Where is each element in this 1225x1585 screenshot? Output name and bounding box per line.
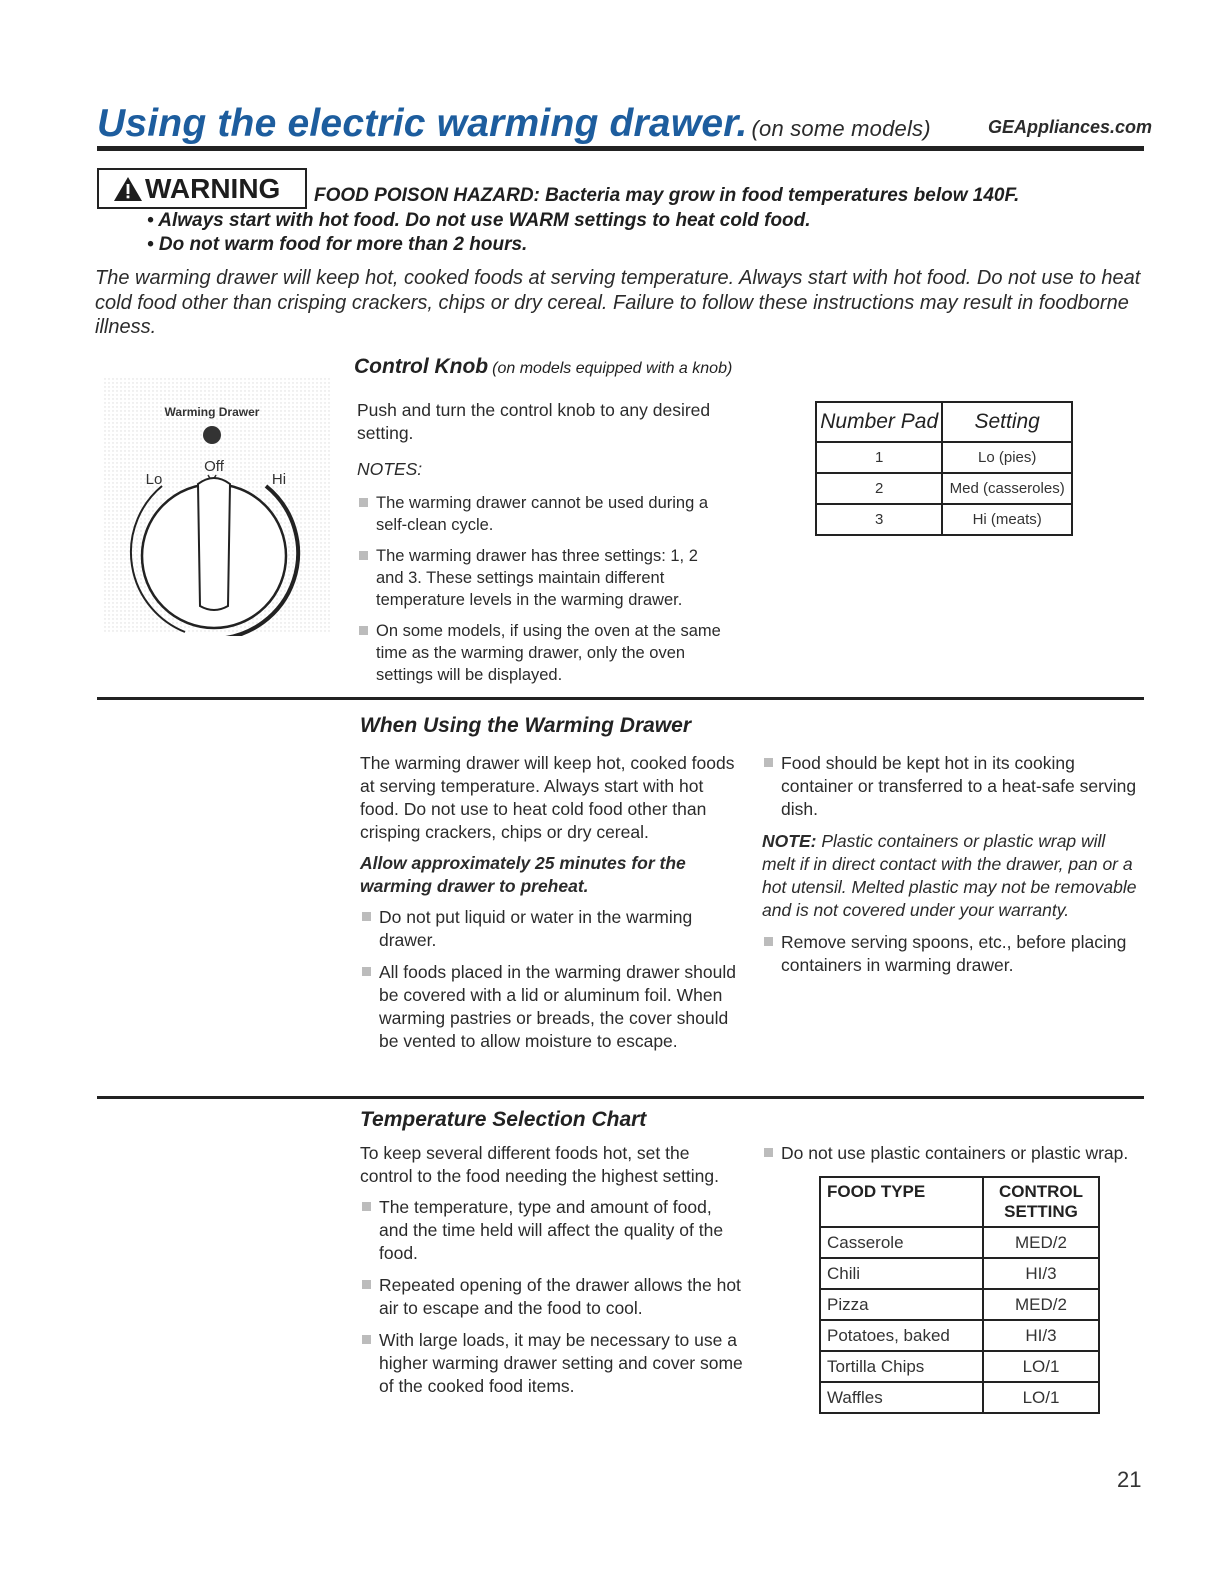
table-header: Setting <box>942 402 1072 442</box>
warning-label: WARNING <box>145 172 281 204</box>
table-row: 3 Hi (meats) <box>816 504 1072 535</box>
when-using-column-right <box>762 752 1137 986</box>
list-item: With large loads, it may be necessary to use a higher warming drawer setting and cover some of the cooked food items. <box>360 1329 745 1398</box>
notes-label: NOTES: <box>357 459 423 479</box>
section-divider <box>97 697 1144 700</box>
control-knob-note: (on models equipped with a knob) <box>492 360 733 377</box>
when-using-column-left <box>360 752 740 1062</box>
intro-paragraph: The warming drawer will keep hot, cooked foods at serving temperature. Always start with hot food. Do not use to heat cold food other than crisping crackers, chips or dry cereal. Failure to follow these instructions may result in foodborne illness. <box>95 267 1141 338</box>
when-using-heading: When Using the Warming Drawer <box>360 714 691 737</box>
header-rule <box>97 146 1144 151</box>
page-number: 21 <box>1117 1467 1142 1492</box>
note-item: On some models, if using the oven at the same time as the warming drawer, only the oven settings will be displayed. <box>357 620 727 686</box>
table-header: CONTROL SETTING <box>983 1177 1099 1227</box>
knob-hi-label: Hi <box>271 471 287 488</box>
control-knob-heading: Control Knob (on models equipped with a knob) <box>354 355 733 378</box>
note-item: The warming drawer has three settings: 1, 2 and 3. These settings maintain different temperature levels in the warming drawer. <box>357 545 727 611</box>
table-row: Casserole MED/2 <box>820 1227 1099 1258</box>
table-row: 1 Lo (pies) <box>816 442 1072 473</box>
table-header: FOOD TYPE <box>820 1177 983 1227</box>
hazard-text: FOOD POISON HAZARD: Bacteria may grow in food temperatures below 140F. <box>314 185 1020 206</box>
notes-list <box>357 492 727 695</box>
list-item: Remove serving spoons, etc., before placing containers in warming drawer. <box>762 931 1137 977</box>
page-subtitle: (on some models) <box>751 116 931 141</box>
list-item: Food should be kept hot in its cooking container or transferred to a heat-safe serving dish. <box>762 752 1137 821</box>
note-label: NOTE: <box>762 831 817 851</box>
warning-bullet-2: • Do not warm food for more than 2 hours. <box>147 234 528 255</box>
temperature-chart-column-right <box>762 1142 1152 1174</box>
temperature-chart-paragraph: To keep several different foods hot, set the control to the food needing the highest setting. <box>360 1143 720 1186</box>
table-row: Pizza MED/2 <box>820 1289 1099 1320</box>
table-row: 2 Med (casseroles) <box>816 473 1072 504</box>
warning-bullet-1: • Always start with hot food. Do not use WARM settings to heat cold food. <box>147 210 811 231</box>
temperature-chart-heading: Temperature Selection Chart <box>360 1108 647 1131</box>
table-header: Number Pad <box>816 402 942 442</box>
control-knob-text: Push and turn the control knob to any desired setting. <box>357 400 711 443</box>
list-item: The temperature, type and amount of food, and the time held will affect the quality of the food. <box>360 1196 745 1265</box>
warning-box <box>97 168 307 209</box>
preheat-note: Allow approximately 25 minutes for the warming drawer to preheat. <box>360 853 686 896</box>
website-label: GEAppliances.com <box>988 117 1153 137</box>
list-item: Do not put liquid or water in the warming drawer. <box>360 906 740 952</box>
note-item: The warming drawer cannot be used during a self-clean cycle. <box>357 492 727 536</box>
table-row: Tortilla Chips LO/1 <box>820 1351 1099 1382</box>
number-pad-table <box>815 401 1073 536</box>
page-title: Using the electric warming drawer. (on some models) <box>97 102 931 145</box>
knob-lo-label: Lo <box>145 471 163 488</box>
when-using-paragraph: The warming drawer will keep hot, cooked foods at serving temperature. Always start with hot food. Do not use to heat cold food other than crisping crackers, chips or dry cereal. <box>360 753 735 842</box>
list-item: Repeated opening of the drawer allows the hot air to escape and the food to cool. <box>360 1274 745 1320</box>
knob-title: Warming Drawer <box>164 405 260 419</box>
section-divider <box>97 1096 1144 1099</box>
knob-off-label: Off <box>204 458 224 475</box>
list-item: All foods placed in the warming drawer should be covered with a lid or aluminum foil. When warming pastries or breads, the cover should be vented to allow moisture to escape. <box>360 961 740 1053</box>
temperature-chart-column-left <box>360 1142 745 1407</box>
food-type-table <box>819 1176 1100 1414</box>
table-row: Potatoes, baked HI/3 <box>820 1320 1099 1351</box>
list-item: Do not use plastic containers or plastic wrap. <box>762 1142 1152 1165</box>
indicator-light-icon <box>203 426 221 444</box>
knob-illustration <box>100 374 332 636</box>
table-row: Chili HI/3 <box>820 1258 1099 1289</box>
warning-triangle-icon <box>113 176 143 202</box>
plastic-note: NOTE: Plastic containers or plastic wrap will melt if in direct contact with the drawer, pan or a hot utensil. Melted plastic may not be removable and is not covered under your warranty. <box>762 831 1137 920</box>
table-row: Waffles LO/1 <box>820 1382 1099 1413</box>
knob-handle <box>198 478 230 610</box>
